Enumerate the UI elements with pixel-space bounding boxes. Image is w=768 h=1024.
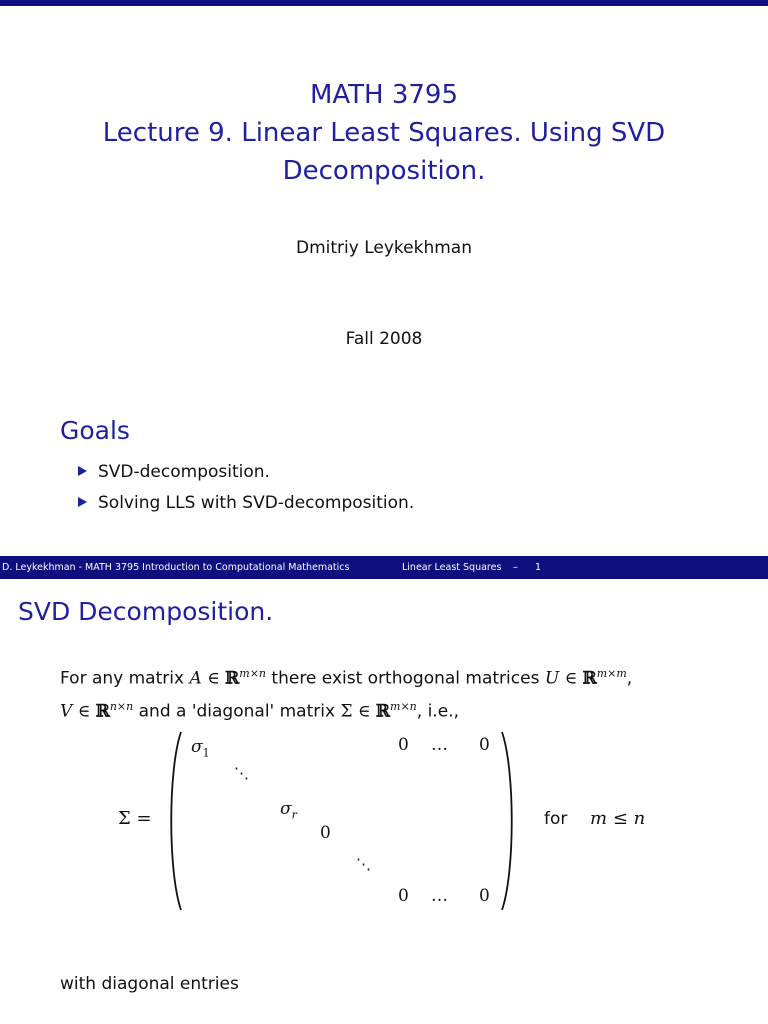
section-heading: SVD Decomposition. [18, 597, 274, 626]
left-parenthesis [165, 730, 185, 912]
slide-title [0, 76, 768, 190]
title-course: MATH 3795 [309, 80, 459, 110]
zero-entry: 0 [398, 735, 409, 755]
text-and-diagonal: and a 'diagonal' matrix [133, 701, 341, 722]
sigma-1-entry: $\sigma_1$ [191, 737, 210, 760]
zero-entry: 0 [479, 735, 490, 755]
title-lecture-cont: Decomposition. [282, 156, 486, 186]
footer-topic: Linear Least Squares [402, 562, 502, 573]
math-a-in-r: A [189, 668, 202, 689]
ddots-entry: ⋱ [356, 855, 371, 873]
goals-heading: Goals [60, 416, 130, 445]
definition-line-1: For any matrix A ∈ ℝ$^{m\times n}$ there exist orthogonal matrices U ∈ ℝ$^{m\times m}$, [60, 667, 633, 689]
goal-text: SVD-decomposition. [98, 462, 270, 482]
author-name: Dmitriy Leykekhman [296, 238, 472, 258]
zero-entry: 0 [398, 886, 409, 906]
goal-item [78, 489, 414, 520]
triangle-bullet-icon [78, 466, 87, 476]
slide-footer [0, 556, 768, 579]
date: Fall 2008 [345, 329, 423, 349]
sigma-equals: Σ = [118, 808, 152, 829]
goal-item [78, 458, 414, 489]
ddots-entry: ⋱ [234, 764, 249, 782]
triangle-bullet-icon [78, 497, 87, 507]
for-label: for [544, 809, 568, 829]
footer-page-number: 1 [535, 562, 542, 573]
definition-line-2: V ∈ ℝ$^{n\times n}$ and a 'diagonal' matrix Σ ∈ ℝ$^{m\times n}$, i.e., [60, 699, 459, 722]
footer-dash: – [513, 562, 518, 573]
text-for-any-matrix: For any matrix [60, 668, 190, 689]
diagonal-entries-text: with diagonal entries [60, 974, 239, 994]
goal-text: Solving LLS with SVD-decomposition. [98, 493, 415, 513]
sigma-r-entry: $\sigma_r$ [280, 799, 297, 822]
condition-m-le-n: m ≤ n [590, 808, 646, 829]
zero-entry: 0 [479, 886, 490, 906]
footer-left: D. Leykekhman - MATH 3795 Introduction to Computational Mathematics [2, 562, 350, 573]
hdots-entry: … [431, 886, 448, 906]
top-bar [0, 0, 768, 6]
text-ie: , i.e., [416, 701, 459, 722]
title-lecture: Lecture 9. Linear Least Squares. Using SVD [102, 118, 666, 148]
zero-entry: 0 [320, 823, 331, 843]
right-parenthesis [498, 730, 518, 912]
definition-paragraph [60, 660, 632, 725]
text-there-exist: there exist orthogonal matrices [266, 668, 545, 689]
goals-list [78, 458, 414, 520]
hdots-entry: … [431, 735, 448, 755]
